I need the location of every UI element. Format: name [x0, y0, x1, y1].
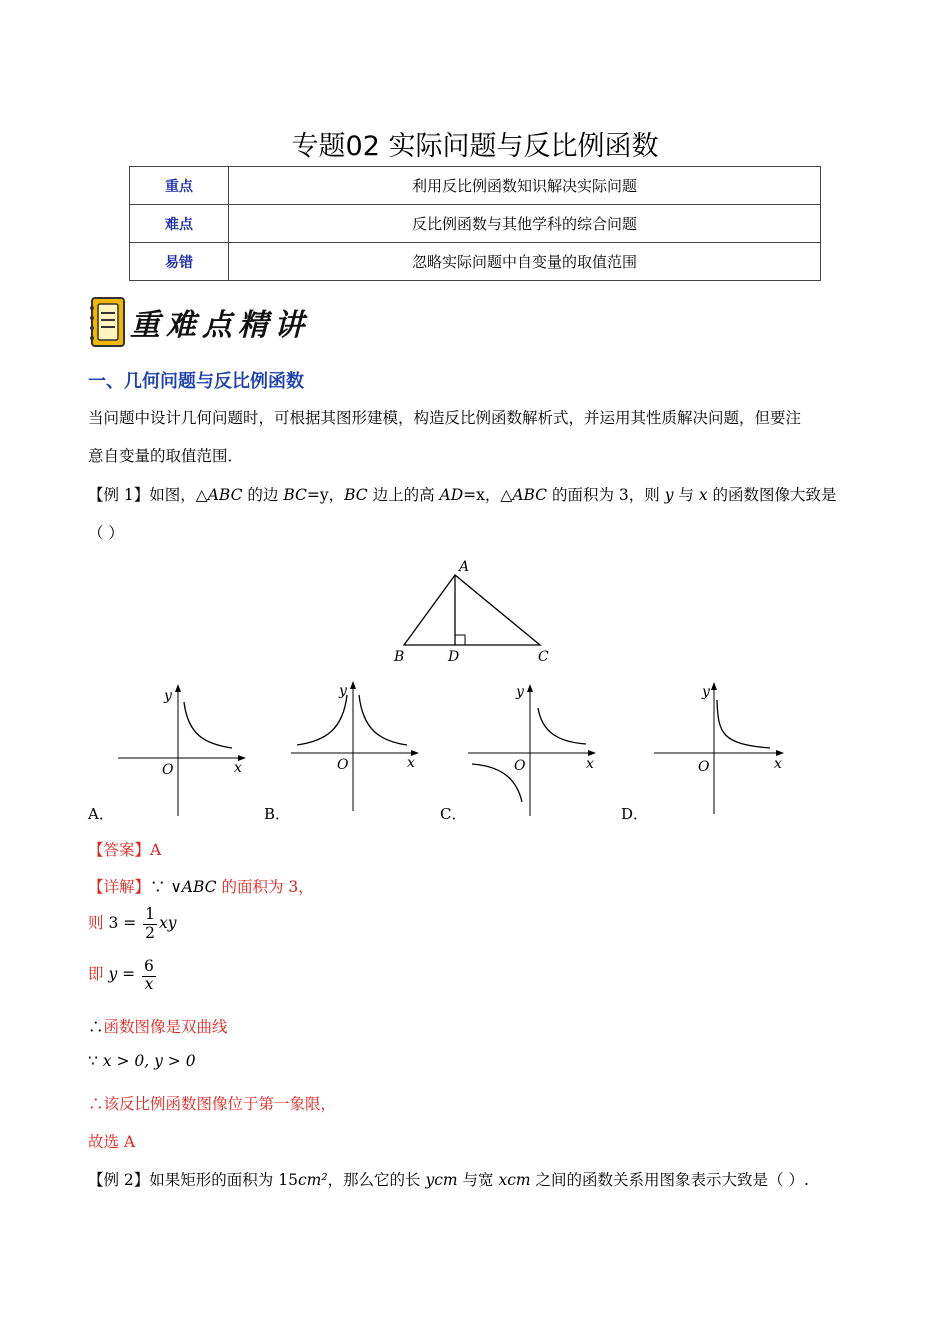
section-banner: 重难点精讲 [130, 308, 310, 343]
key-value: 反比例函数与其他学科的综合问题 [229, 205, 821, 243]
detail-formula-1: 则 3 = $\frac{1}{2}$ xy [88, 905, 177, 942]
vertex-label-d: D [448, 649, 460, 665]
table-row [130, 167, 821, 205]
detail-line: ∴函数图像是双曲线 [88, 1018, 228, 1036]
svg-text:O: O [514, 758, 526, 774]
detail-line: ∴该反比例函数图像位于第一象限， [88, 1095, 337, 1113]
intro-line: 意自变量的取值范围． [88, 447, 244, 465]
notebook-icon [88, 296, 128, 348]
section-heading: 一、几何问题与反比例函数 [88, 371, 304, 392]
svg-text:y: y [702, 684, 710, 700]
table-row [130, 243, 821, 281]
option-label: B． [264, 805, 291, 823]
key-label: 重点 [130, 167, 229, 205]
intro-line: 当问题中设计几何问题时，可根据其图形建模，构造反比例函数解析式，并运用其性质解决问题，但要注 [88, 409, 802, 427]
svg-text:O: O [698, 759, 710, 775]
detail-line: 故选 A [88, 1133, 136, 1151]
svg-text:x: x [774, 756, 782, 772]
detail-line: ∵ x > 0, y > 0 [88, 1052, 196, 1070]
option-label: A． [88, 805, 114, 823]
option-label: D． [621, 805, 649, 823]
svg-text:y: y [516, 684, 524, 700]
triangle-figure [390, 555, 560, 665]
svg-text:O: O [162, 762, 174, 778]
svg-text:x: x [586, 756, 594, 772]
svg-text:y: y [164, 688, 172, 704]
svg-text:y: y [339, 683, 347, 699]
vertex-label-a: A [459, 559, 470, 575]
graph-option-c [462, 680, 602, 820]
example1-question: 【例 1】如图，△ABC 的边 BC=y，BC 边上的高 AD=x，△ABC 的面积为 3，则 y 与 x 的函数图像大致是 [88, 486, 837, 504]
graph-option-b [285, 675, 425, 815]
page-title: 专题02 实际问题与反比例函数 [291, 131, 659, 162]
table-row [130, 205, 821, 243]
answer-line: 【答案】A [88, 841, 162, 859]
answer-paren: （ ） [88, 524, 124, 542]
example2-question: 【例 2】如果矩形的面积为 15cm²，那么它的长 ycm 与宽 xcm 之间的函数关系用图象表示大致是（ ）. [88, 1171, 809, 1189]
svg-text:x: x [407, 755, 415, 771]
vertex-label-b: B [394, 649, 405, 665]
key-label: 易错 [130, 243, 229, 281]
key-value: 利用反比例函数知识解决实际问题 [229, 167, 821, 205]
key-value: 忽略实际问题中自变量的取值范围 [229, 243, 821, 281]
key-points-table [129, 166, 821, 281]
svg-text:x: x [234, 760, 242, 776]
key-label: 难点 [130, 205, 229, 243]
vertex-label-c: C [538, 649, 549, 665]
graph-option-d [650, 678, 790, 818]
option-label: C． [440, 805, 467, 823]
detail-formula-2: 即 y = $\frac{6}{x}$ [88, 957, 154, 993]
graph-option-a [110, 680, 250, 820]
detail-line: 【详解】∵ ∨ABC 的面积为 3， [88, 878, 314, 896]
svg-text:O: O [337, 757, 349, 773]
